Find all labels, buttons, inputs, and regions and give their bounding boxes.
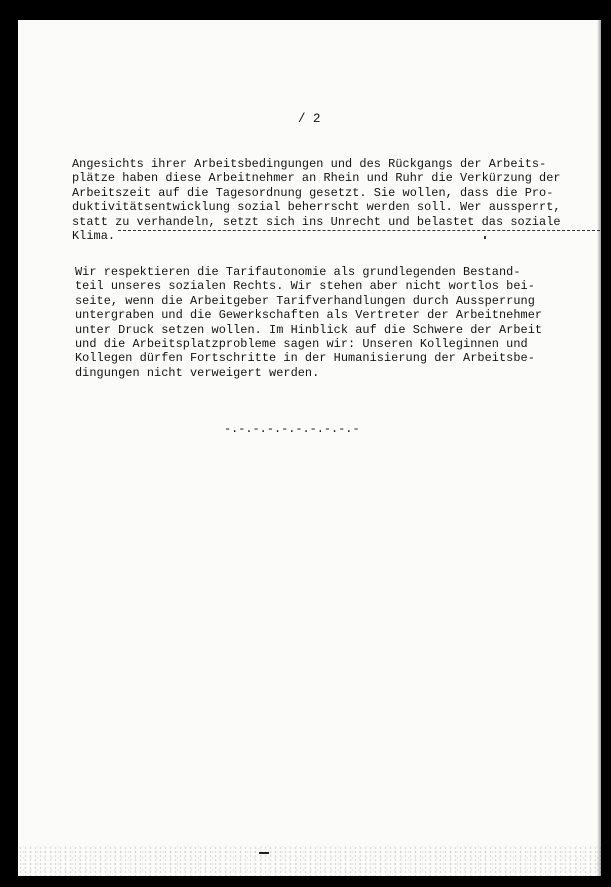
text-line: statt zu verhandeln, setzt sich ins Unrecht und belastet das soziale <box>72 214 561 229</box>
text-line: plätze haben diese Arbeitnehmer an Rhein und Ruhr die Verkürzung der <box>72 171 561 186</box>
scan-divider-line <box>118 230 600 231</box>
text-line: Kollegen dürfen Fortschritte in der Humanisierung der Arbeitsbe- <box>75 351 535 366</box>
text-line: Wir respektieren die Tarifautonomie als grundlegenden Bestand- <box>75 265 521 279</box>
text-line: und die Arbeitsplatzprobleme sagen wir: Unseren Kolleginnen und <box>75 336 528 351</box>
scan-artifact-mark <box>484 236 486 239</box>
text-line: dingungen nicht verweigert werden. <box>75 365 320 380</box>
page-number: / 2 <box>298 112 321 126</box>
text-line: Klima. <box>72 228 116 243</box>
text-line: Angesichts ihrer Arbeitsbedingungen und des Rückgangs der Arbeits- <box>72 157 547 171</box>
scan-noise <box>18 846 601 876</box>
text-line: duktivitätsentwicklung sozial beherrscht werden soll. Wer aussperrt, <box>72 200 561 215</box>
text-line: Arbeitszeit auf die Tagesordnung gesetzt. Sie wollen, dass die Pro- <box>72 185 554 200</box>
text-line: unter Druck setzen wollen. Im Hinblick auf die Schwere der Arbeit <box>75 322 543 337</box>
text-line: seite, wenn die Arbeitgeber Tarifverhandlungen durch Aussperrung <box>75 293 535 308</box>
end-separator: -.-.-.-.-.-.-.-.-.- <box>224 422 360 436</box>
text-line: teil unseres sozialen Rechts. Wir stehen aber nicht wortlos bei- <box>75 279 535 294</box>
document-page <box>18 20 601 876</box>
page-edge-shadow <box>597 20 601 876</box>
text-line: untergraben und die Gewerkschaften als Vertreter der Arbeitnehmer <box>75 308 543 323</box>
paragraph-2 <box>75 265 542 380</box>
